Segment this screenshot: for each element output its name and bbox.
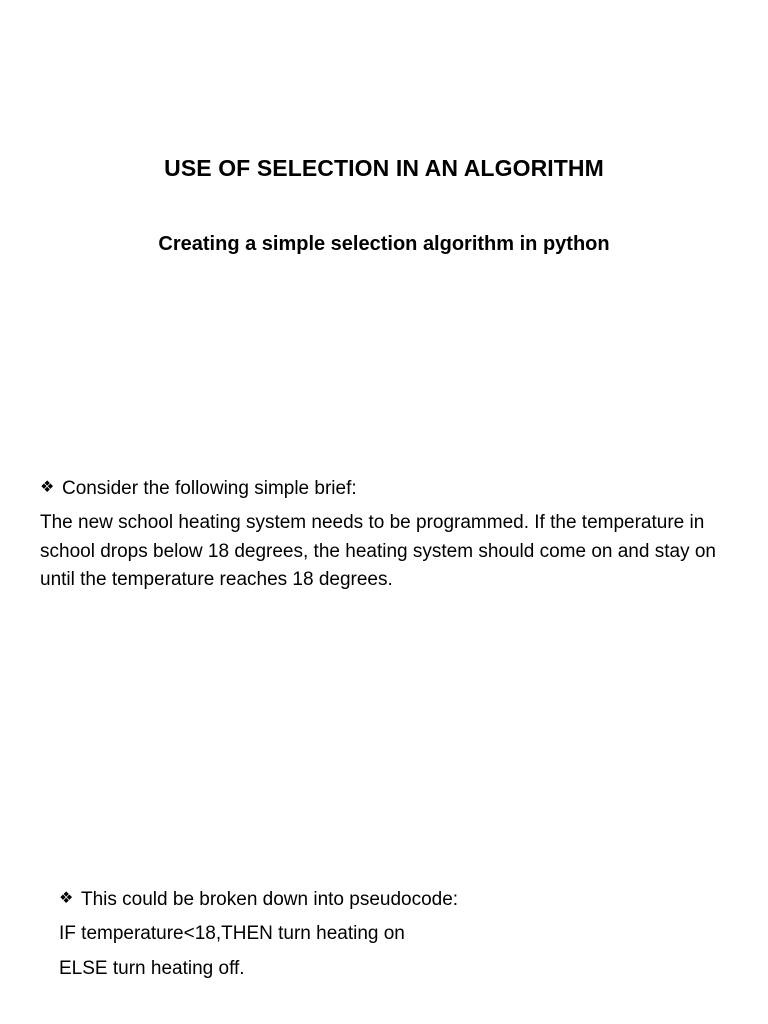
- pseudocode-bullet-item: [59, 885, 458, 914]
- pseudocode-bullet-text: This could be broken down into pseudocode:: [81, 889, 459, 910]
- pseudocode-line: ELSE turn heating off.: [59, 958, 245, 979]
- brief-bullet-item: [40, 474, 357, 503]
- brief-paragraph: The new school heating system needs to be programmed. If the temperature in school drops below 18 degrees, the heating system should come on and stay on until the temperature reaches 18 degrees.: [40, 512, 716, 590]
- four-diamond-bullet-icon: ❖: [40, 479, 55, 496]
- page-subtitle: Creating a simple selection algorithm in python: [158, 233, 610, 255]
- brief-bullet-text: Consider the following simple brief:: [62, 478, 357, 499]
- four-diamond-bullet-icon: ❖: [59, 890, 74, 907]
- page-title: USE OF SELECTION IN AN ALGORITHM: [164, 155, 604, 181]
- pseudocode-line: IF temperature<18,THEN turn heating on: [59, 923, 405, 944]
